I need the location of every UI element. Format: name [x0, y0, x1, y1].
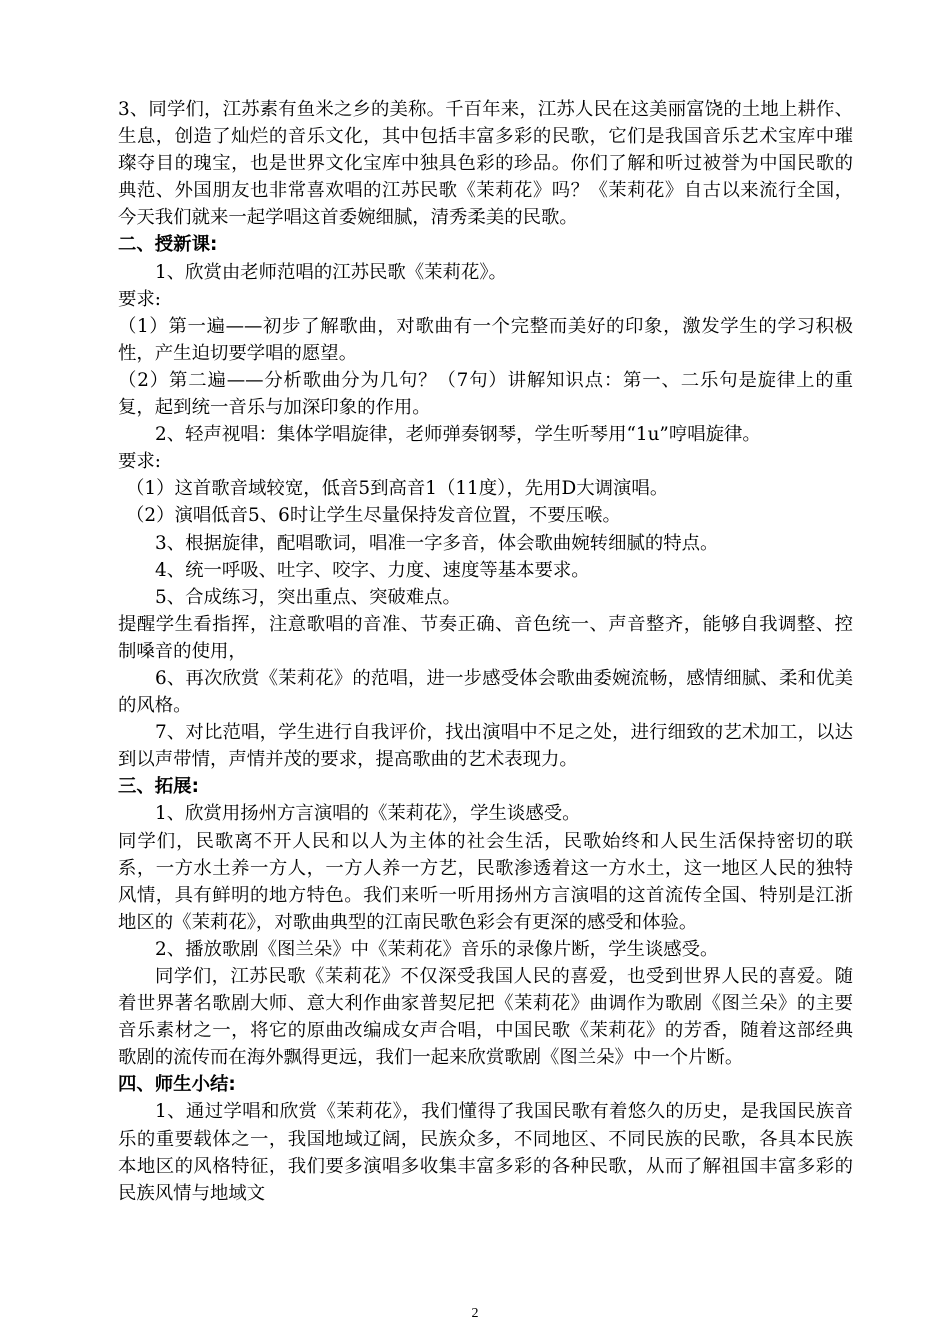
summary-item-1: 1、通过学唱和欣赏《茉莉花》，我们懂得了我国民歌有着悠久的历史，是我国民族音乐的重要载体之一，我国地域辽阔，民族众多，不同地区、不同民族的民歌，各具本民族本地区的风格特征，我们要多演唱多收集丰富多彩的各种民歌，从而了解祖国丰富多彩的民族风情与地域文	[118, 1101, 853, 1204]
new-lesson-item-2: 2、轻声视唱：集体学唱旋律，老师弹奏钢琴，学生听琴用“1u”哼唱旋律。	[155, 424, 761, 446]
extension-item-1: 1、欣赏用扬州方言演唱的《茉莉花》，学生谈感受。	[155, 803, 581, 825]
section-heading-summary: 四、师生小结:	[118, 1074, 236, 1096]
requirement-2-1: （1）这首歌音域较宽，低音5到高音1（11度），先用D大调演唱。	[126, 478, 669, 500]
intro-paragraph: 3、同学们，江苏素有鱼米之乡的美称。千百年来，江苏人民在这美丽富饶的土地上耕作、生息，创造了灿烂的音乐文化，其中包括丰富多彩的民歌，它们是我国音乐艺术宝库中璀璨夺目的瑰宝，也是世界文化宝库中独具色彩的珍品。你们了解和听过被誉为中国民歌的典范、外国朋友也非常喜欢唱的江苏民歌《茉莉花》吗？《茉莉花》自古以来流行全国，今天我们就来一起学唱这首委婉细腻，清秀柔美的民歌。	[118, 99, 853, 229]
new-lesson-item-6: 6、再次欣赏《茉莉花》的范唱，进一步感受体会歌曲委婉流畅，感情细腻、柔和优美的风格。	[118, 667, 853, 717]
new-lesson-item-1: 1、欣赏由老师范唱的江苏民歌《茉莉花》。	[155, 261, 507, 283]
requirement-1-1: （1）第一遍——初步了解歌曲，对歌曲有一个完整而美好的印象，激发学生的学习积极性，产生迫切要学唱的愿望。	[118, 315, 853, 364]
requirement-2-2: （2）演唱低音5、6时让学生尽量保持发音位置，不要压喉。	[126, 505, 621, 527]
reminder-paragraph: 提醒学生看指挥，注意歌唱的音准、节奏正确、音色统一、声音整齐，能够自我调整、控制嗓音的使用，	[118, 613, 853, 662]
section-heading-new-lesson: 二、授新课:	[118, 234, 218, 256]
new-lesson-item-4: 4、统一呼吸、吐字、咬字、力度、速度等基本要求。	[155, 559, 590, 581]
extension-item-2: 2、播放歌剧《图兰朵》中《茉莉花》音乐的录像片断，学生谈感受。	[155, 938, 719, 960]
page-number: 2	[471, 1306, 479, 1321]
requirements-label-2: 要求:	[118, 451, 161, 473]
new-lesson-item-3: 3、根据旋律，配唱歌词，唱准一字多音，体会歌曲婉转细腻的特点。	[155, 532, 719, 554]
new-lesson-item-5: 5、合成练习，突出重点、突破难点。	[155, 586, 461, 608]
requirements-label-1: 要求:	[118, 288, 161, 310]
new-lesson-item-7: 7、对比范唱，学生进行自我评价，找出演唱中不足之处，进行细致的艺术加工，以达到以声带情，声情并茂的要求，提高歌曲的艺术表现力。	[118, 722, 853, 771]
requirement-1-2: （2）第二遍——分析歌曲分为几句？（7句）讲解知识点：第一、二乐句是旋律上的重复，起到统一音乐与加深印象的作用。	[118, 369, 853, 419]
document-page	[118, 96, 853, 1207]
extension-paragraph-1: 同学们，民歌离不开人民和以人为主体的社会生活，民歌始终和人民生活保持密切的联系，一方水土养一方人，一方人养一方艺，民歌渗透着这一方水土，这一地区人民的独特风情，具有鲜明的地方特色。我们来听一听用扬州方言演唱的这首流传全国、特别是江浙地区的《茉莉花》，对歌曲典型的江南民歌色彩会有更深的感受和体验。	[118, 830, 853, 933]
extension-paragraph-2: 同学们，江苏民歌《茉莉花》不仅深受我国人民的喜爱，也受到世界人民的喜爱。随着世界著名歌剧大师、意大利作曲家普契尼把《茉莉花》曲调作为歌剧《图兰朵》的主要音乐素材之一，将它的原曲改编成女声合唱，中国民歌《茉莉花》的芳香，随着这部经典歌剧的流传而在海外飘得更远，我们一起来欣赏歌剧《图兰朵》中一个片断。	[118, 966, 853, 1069]
section-heading-extension: 三、拓展:	[118, 776, 199, 798]
